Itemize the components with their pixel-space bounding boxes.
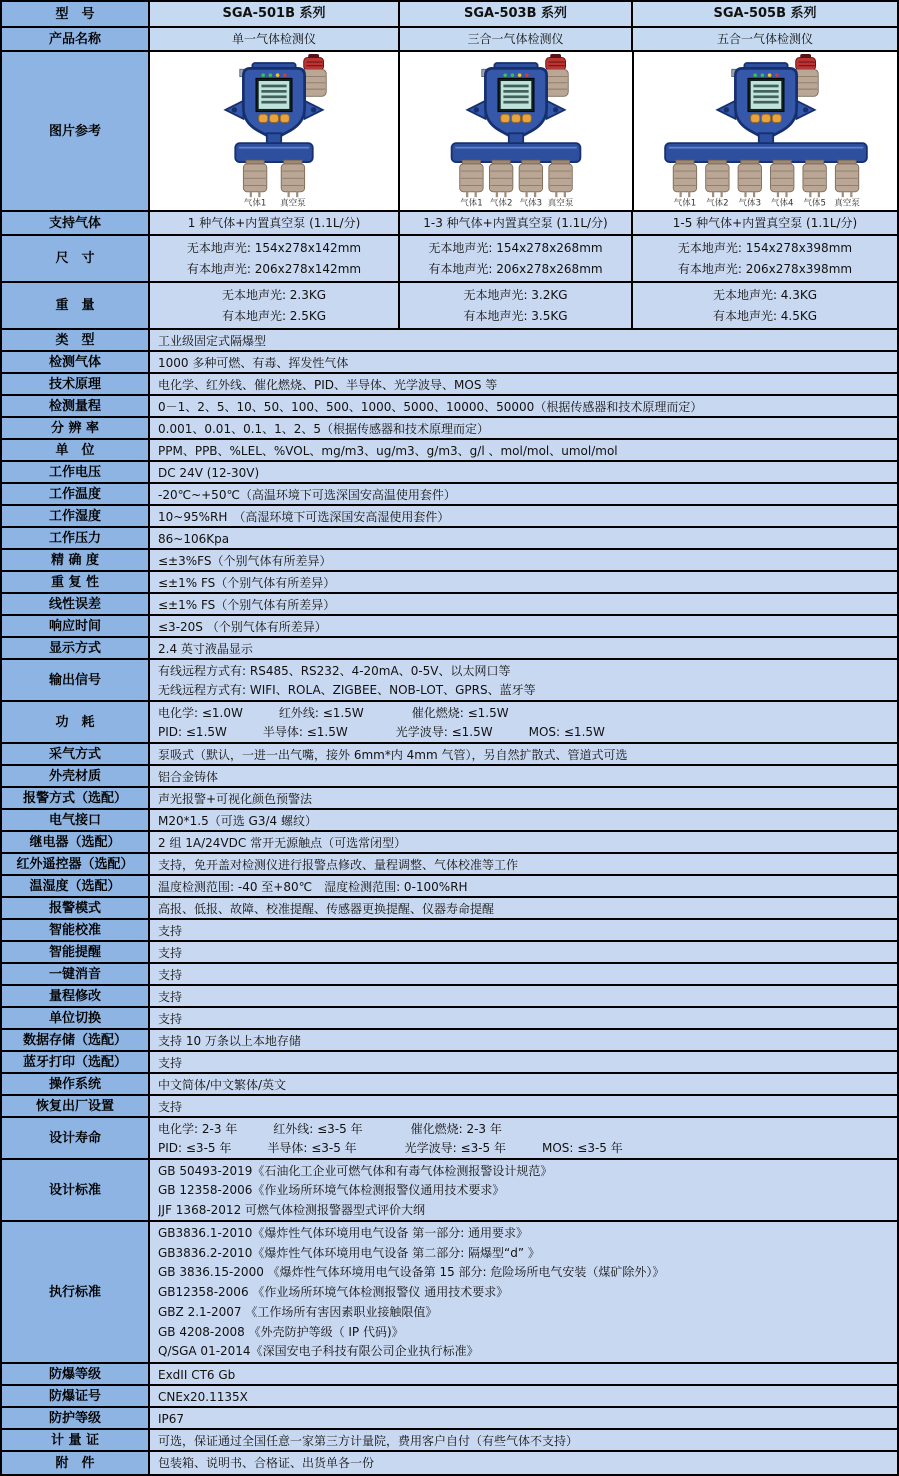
spec-row <box>2 1118 897 1160</box>
spec-value-cell <box>400 236 633 281</box>
row-label: 报警模式 <box>2 898 150 918</box>
spec-value-cell <box>150 638 897 658</box>
sensor-cylinder <box>243 160 266 208</box>
spec-value-cell <box>150 1222 897 1362</box>
spec-value-cell <box>150 1030 897 1050</box>
row-label: 防护等级 <box>2 1408 150 1428</box>
device-button <box>501 114 510 122</box>
row-label: 外壳材质 <box>2 766 150 786</box>
spec-value-cell <box>400 212 633 234</box>
model-name: SGA-503B 系列 <box>463 6 568 21</box>
device-button <box>750 114 759 122</box>
spec-value-cell <box>150 550 897 570</box>
device-button <box>269 114 278 122</box>
product-name <box>400 28 633 50</box>
spec-row <box>2 506 897 528</box>
spec-value-cell <box>150 1452 897 1474</box>
row-label: 图片参考 <box>2 52 150 210</box>
spec-value-cell <box>150 1386 897 1406</box>
row-label: 产品名称 <box>2 28 150 50</box>
spec-row <box>2 766 897 788</box>
spec-row <box>2 616 897 638</box>
spec-row <box>2 330 897 352</box>
spec-value-cell <box>150 1408 897 1428</box>
spec-row <box>2 1364 897 1386</box>
spec-value-line: Q/SGA 01-2014《深国安电子科技有限公司企业执行标准》 <box>158 1344 479 1359</box>
spec-value-line: CNEx20.1135X <box>158 1390 248 1404</box>
spec-value-line: 有本地声光: 206x278x268mm <box>428 262 603 277</box>
row-label: 输出信号 <box>2 660 150 700</box>
spec-value-line: 声光报警+可视化颜色预警法 <box>158 792 313 806</box>
spec-value-line: DC 24V (12-30V) <box>158 466 260 480</box>
led-green <box>503 73 507 77</box>
row-label: 尺 寸 <box>2 236 150 281</box>
spec-value-cell <box>150 744 897 764</box>
product-name <box>150 28 400 50</box>
row-label: 设计寿命 <box>2 1118 150 1158</box>
led-green <box>269 73 273 77</box>
spec-row <box>2 744 897 766</box>
spec-value-line: 0－1、2、5、10、50、100、500、1000、5000、10000、50000（根据传感器和技术原理而定） <box>158 400 703 414</box>
spec-value-line: 1000 多种可燃、有毒、挥发性气体 <box>158 356 349 370</box>
spec-row <box>2 660 897 702</box>
spec-row <box>2 1408 897 1430</box>
device-button <box>511 114 520 122</box>
spec-value-cell <box>150 528 897 548</box>
spec-row <box>2 594 897 616</box>
spec-value-cell <box>150 964 897 984</box>
spec-value-cell <box>150 1008 897 1028</box>
spec-value-cell <box>150 876 897 896</box>
row-label: 类 型 <box>2 330 150 350</box>
row-label: 重 量 <box>2 283 150 328</box>
spec-value-cell <box>150 212 400 234</box>
spec-value-line: 支持 <box>158 1056 183 1070</box>
product-name-row <box>2 28 897 52</box>
spec-row <box>2 1386 897 1408</box>
spec-value-line: GB3836.2-2010《爆炸性气体环境用电气设备 第二部分: 隔爆型“d” 》 <box>158 1245 540 1260</box>
device-button <box>522 114 531 122</box>
triple-spec-row <box>2 236 897 283</box>
spec-row <box>2 462 897 484</box>
sensor-cylinder <box>519 160 542 208</box>
spec-row <box>2 1052 897 1074</box>
spec-row <box>2 1160 897 1222</box>
spec-row <box>2 1452 897 1474</box>
spec-value-cell <box>150 616 897 636</box>
device-button <box>280 114 289 122</box>
manifold-bar <box>665 143 867 162</box>
spec-value-line: 2 组 1A/24VDC 常开无源触点（可选常闭型） <box>158 836 407 850</box>
spec-value-cell <box>150 986 897 1006</box>
spec-row <box>2 440 897 462</box>
spec-value-line: 中文简体/中文繁体/英文 <box>158 1078 287 1092</box>
spec-value-line: 可选，保证通过全国任意一家第三方计量院，费用客户自付（有些气体不支持） <box>158 1434 579 1448</box>
model-name: SGA-501B 系列 <box>222 6 326 21</box>
spec-row <box>2 898 897 920</box>
row-label: 单位切换 <box>2 1008 150 1028</box>
spec-value-cell <box>150 330 897 350</box>
spec-value-line: IP67 <box>158 1412 185 1426</box>
row-label: 防爆证号 <box>2 1386 150 1406</box>
spec-value-line: 铝合金铸体 <box>158 770 219 784</box>
spec-value-line: 支持 <box>158 990 183 1004</box>
spec-row <box>2 832 897 854</box>
row-label: 工作电压 <box>2 462 150 482</box>
spec-value-line: GB 12358-2006《作业场所环境气体检测报警仪通用技术要求》 <box>158 1183 505 1198</box>
sensor-label: 气体2 <box>705 198 729 208</box>
sensor-label: 气体5 <box>802 198 826 208</box>
spec-value-cell <box>150 1074 897 1094</box>
sensor-cylinder <box>460 160 483 208</box>
spec-value-line: GB3836.1-2010《爆炸性气体环境用电气设备 第一部分: 通用要求》 <box>158 1226 529 1240</box>
spec-value-cell <box>150 1096 897 1116</box>
sensor-label: 气体1 <box>673 198 696 208</box>
row-label: 重 复 性 <box>2 572 150 592</box>
spec-value-line: 支持 <box>158 1100 183 1114</box>
spec-value-line: 泵吸式（默认，一进一出气嘴，接外 6mm*内 4mm 气管），另自然扩散式、管道式可选 <box>158 748 628 762</box>
led-red <box>775 73 779 77</box>
row-label: 检测量程 <box>2 396 150 416</box>
gas-detector-illustration <box>158 54 390 208</box>
row-label: 精 确 度 <box>2 550 150 570</box>
spec-value-line: 86~106Kpa <box>158 532 230 546</box>
spec-value-cell <box>150 1118 897 1158</box>
spec-value-line: GBZ 2.1-2007 《工作场所有害因素职业接触限值》 <box>158 1304 438 1319</box>
device-button <box>259 114 268 122</box>
row-label: 工作湿度 <box>2 506 150 526</box>
led-green <box>261 73 265 77</box>
spec-row <box>2 352 897 374</box>
spec-value-line: 无线远程方式有: WIFI、ROLA、ZIGBEE、NOB-LOT、GPRS、蓝牙等 <box>158 683 536 697</box>
spec-value-line: 温度检测范围: -40 至+80℃ 湿度检测范围: 0-100%RH <box>158 880 468 894</box>
row-label: 智能校准 <box>2 920 150 940</box>
spec-value-cell <box>150 283 400 328</box>
spec-row <box>2 396 897 418</box>
spec-value-line: 1-5 种气体+内置真空泵 (1.1L/分) <box>672 216 858 230</box>
row-label: 操作系统 <box>2 1074 150 1094</box>
row-label: 智能提醒 <box>2 942 150 962</box>
spec-value-cell <box>150 440 897 460</box>
sensor-cylinder <box>802 160 825 208</box>
row-label: 附 件 <box>2 1452 150 1474</box>
sensor-cylinder <box>489 160 512 208</box>
led-yellow <box>276 73 280 77</box>
spec-value-cell <box>633 236 897 281</box>
spec-value-line: 电化学、红外线、催化燃烧、PID、半导体、光学波导、MOS 等 <box>158 378 498 392</box>
row-label: 检测气体 <box>2 352 150 372</box>
spec-row <box>2 484 897 506</box>
spec-value-line: 无本地声光: 154x278x142mm <box>186 240 362 255</box>
spec-value-line: 0.001、0.01、0.1、1、2、5（根据传感器和技术原理而定） <box>158 422 490 436</box>
sensor-label: 气体4 <box>770 198 793 208</box>
spec-value-line: 支持 <box>158 968 183 982</box>
spec-value-line: 有本地声光: 206x278x142mm <box>186 262 362 277</box>
spec-value-cell <box>150 418 897 438</box>
sensor-label: 气体3 <box>738 198 761 208</box>
spec-value-cell <box>150 396 897 416</box>
gas-detector-illustration <box>650 54 882 208</box>
spec-row <box>2 550 897 572</box>
row-label: 工作压力 <box>2 528 150 548</box>
sensor-cylinder <box>280 160 306 208</box>
row-label: 电气接口 <box>2 810 150 830</box>
spec-value-line: PID: ≤3-5 年 半导体: ≤3-5 年 光学波导: ≤3-5 年 MOS: ≤3-5 年 <box>158 1141 623 1155</box>
spec-row <box>2 788 897 810</box>
led-red <box>525 73 529 77</box>
sensor-label: 真空泵 <box>280 198 306 208</box>
spec-value-line: 支持 10 万条以上本地存储 <box>158 1034 301 1048</box>
row-label: 采气方式 <box>2 744 150 764</box>
spec-value-cell <box>150 788 897 808</box>
model-header <box>633 2 897 26</box>
row-label: 显示方式 <box>2 638 150 658</box>
spec-value-cell <box>400 283 633 328</box>
spec-value-cell <box>150 854 897 874</box>
spec-value-cell <box>150 898 897 918</box>
spec-row <box>2 1222 897 1364</box>
spec-value-line: 1 种气体+内置真空泵 (1.1L/分) <box>187 216 361 230</box>
led-green <box>511 73 515 77</box>
spec-value-cell <box>150 1364 897 1384</box>
row-label: 执行标准 <box>2 1222 150 1362</box>
spec-value-line: 无本地声光: 154x278x268mm <box>428 240 603 255</box>
row-label: 蓝牙打印（选配） <box>2 1052 150 1072</box>
row-label: 单 位 <box>2 440 150 460</box>
row-label: 一键消音 <box>2 964 150 984</box>
spec-value-line: 支持 <box>158 924 183 938</box>
row-label: 响应时间 <box>2 616 150 636</box>
row-label: 技术原理 <box>2 374 150 394</box>
product-name-text: 五合一气体检测仪 <box>716 32 813 46</box>
row-label: 数据存储（选配） <box>2 1030 150 1050</box>
spec-value-line: 2.4 英寸液晶显示 <box>158 642 253 656</box>
spec-row <box>2 418 897 440</box>
row-label: 支持气体 <box>2 212 150 234</box>
spec-row <box>2 1030 897 1052</box>
row-label: 继电器（选配） <box>2 832 150 852</box>
sensor-label: 真空泵 <box>833 198 860 208</box>
spec-value-line: 支持 <box>158 946 183 960</box>
spec-value-cell <box>150 766 897 786</box>
spec-value-line: 有本地声光: 2.5KG <box>221 309 327 324</box>
device-button <box>772 114 781 122</box>
spec-value-line: ≤±3%FS（个别气体有所差异） <box>158 554 332 568</box>
spec-value-line: 有线远程方式有: RS485、RS232、4-20mA、0-5V、以太网口等 <box>158 664 511 678</box>
led-green <box>760 73 764 77</box>
manifold-bar <box>235 143 312 162</box>
spec-value-cell <box>150 236 400 281</box>
spec-value-line: 电化学: ≤1.0W 红外线: ≤1.5W 催化燃烧: ≤1.5W <box>158 706 509 720</box>
spec-value-line: PID: ≤1.5W 半导体: ≤1.5W 光学波导: ≤1.5W MOS: ≤1.5W <box>158 725 605 739</box>
spec-value-line: ≤3-20S （个别气体有所差异） <box>158 620 327 634</box>
spec-value-line: 有本地声光: 4.5KG <box>712 309 818 324</box>
spec-value-line: -20℃~+50℃（高温环境下可选深国安高温使用套件） <box>158 488 456 502</box>
led-yellow <box>518 73 522 77</box>
spec-value-line: 无本地声光: 3.2KG <box>463 287 568 302</box>
spec-value-line: 支持 <box>158 1012 183 1026</box>
row-label: 分 辨 率 <box>2 418 150 438</box>
row-label: 型 号 <box>2 2 150 26</box>
spec-value-cell <box>633 283 897 328</box>
spec-value-line: 有本地声光: 206x278x398mm <box>677 262 853 277</box>
sensor-cylinder <box>738 160 761 208</box>
triple-spec-row <box>2 212 897 236</box>
spec-value-cell <box>150 374 897 394</box>
spec-row <box>2 854 897 876</box>
spec-value-cell <box>150 920 897 940</box>
spec-value-cell <box>150 1052 897 1072</box>
product-name-text: 三合一气体检测仪 <box>467 32 564 46</box>
spec-value-line: ≤±1% FS（个别气体有所差异） <box>158 576 336 590</box>
spec-value-line: GB 3836.15-2000 《爆炸性气体环境用电气设备第 15 部分: 危险场所电气安装（煤矿除外）》 <box>158 1265 665 1280</box>
sensor-label: 气体3 <box>519 198 543 208</box>
spec-row <box>2 702 897 744</box>
row-label: 量程修改 <box>2 986 150 1006</box>
spec-value-cell <box>150 594 897 614</box>
led-yellow <box>767 73 771 77</box>
product-image-cell <box>634 52 897 210</box>
spec-row <box>2 942 897 964</box>
product-image-cell <box>400 52 634 210</box>
spec-value-line: 高报、低报、故障、校准提醒、传感器更换提醒、仪器寿命提醒 <box>158 902 495 916</box>
spec-value-cell <box>150 1430 897 1450</box>
sensor-label: 气体1 <box>460 198 483 208</box>
sensor-cylinder <box>548 160 574 208</box>
spec-value-cell <box>150 462 897 482</box>
spec-value-cell <box>150 506 897 526</box>
image-reference-row <box>2 52 897 212</box>
spec-value-line: 无本地声光: 2.3KG <box>221 287 327 302</box>
gas-detector-illustration <box>400 54 632 208</box>
spec-value-line: 电化学: 2-3 年 红外线: ≤3-5 年 催化燃烧: 2-3 年 <box>158 1122 502 1136</box>
triple-spec-row <box>2 283 897 330</box>
spec-value-cell <box>150 810 897 830</box>
spec-value-line: M20*1.5（可选 G3/4 螺纹） <box>158 814 317 828</box>
model-header-row <box>2 2 897 28</box>
spec-value-cell <box>150 702 897 742</box>
spec-value-cell <box>150 660 897 700</box>
device-button <box>761 114 770 122</box>
spec-value-line: PPM、PPB、%LEL、%VOL、mg/m3、ug/m3、g/m3、g/l 、mol/mol、umol/mol <box>158 444 618 458</box>
spec-value-line: 包装箱、说明书、合格证、出货单各一份 <box>158 1456 375 1470</box>
manifold-bar <box>452 143 581 162</box>
spec-value-cell <box>150 832 897 852</box>
sensor-cylinder <box>834 160 860 208</box>
spec-value-cell <box>633 212 897 234</box>
sensor-label: 真空泵 <box>547 198 574 208</box>
spec-row <box>2 876 897 898</box>
product-name <box>633 28 897 50</box>
spec-value-cell <box>150 942 897 962</box>
spec-value-line: 1-3 种气体+内置真空泵 (1.1L/分) <box>423 216 608 230</box>
led-green <box>753 73 757 77</box>
product-name-text: 单一气体检测仪 <box>231 32 316 46</box>
spec-row <box>2 986 897 1008</box>
sensor-cylinder <box>705 160 728 208</box>
sensor-label: 气体1 <box>243 198 267 208</box>
spec-row <box>2 374 897 396</box>
model-header <box>150 2 400 26</box>
spec-row <box>2 1430 897 1452</box>
spec-row <box>2 920 897 942</box>
sensor-label: 气体2 <box>489 198 513 208</box>
spec-row <box>2 638 897 660</box>
spec-value-line: GB12358-2006 《作业场所环境气体检测报警仪 通用技术要求》 <box>158 1285 509 1300</box>
spec-value-line: GB 50493-2019《石油化工企业可燃气体和有毒气体检测报警设计规范》 <box>158 1164 553 1178</box>
row-label: 计 量 证 <box>2 1430 150 1450</box>
spec-value-line: JJF 1368-2012 可燃气体检测报警器型式评价大纲 <box>158 1202 426 1217</box>
spec-value-line: GB 4208-2008 《外壳防护等级（ IP 代码)》 <box>158 1324 404 1339</box>
model-header <box>400 2 633 26</box>
sensor-cylinder <box>673 160 696 208</box>
sensor-cylinder <box>770 160 793 208</box>
spec-value-line: 10~95%RH （高湿环境下可选深国安高湿使用套件） <box>158 510 450 524</box>
spec-value-line: 有本地声光: 3.5KG <box>463 309 568 324</box>
spec-value-line: 工业级固定式隔爆型 <box>158 334 267 348</box>
spec-value-cell <box>150 484 897 504</box>
row-label: 功 耗 <box>2 702 150 742</box>
spec-value-line: 无本地声光: 4.3KG <box>712 287 818 302</box>
row-label: 设计标准 <box>2 1160 150 1220</box>
spec-row <box>2 572 897 594</box>
spec-row <box>2 964 897 986</box>
spec-value-line: ExdII CT6 Gb <box>158 1368 236 1382</box>
spec-row <box>2 1074 897 1096</box>
row-label: 红外遥控器（选配） <box>2 854 150 874</box>
model-name: SGA-505B 系列 <box>713 6 817 21</box>
spec-value-cell <box>150 352 897 372</box>
spec-row <box>2 528 897 550</box>
row-label: 报警方式（选配） <box>2 788 150 808</box>
row-label: 线性误差 <box>2 594 150 614</box>
spec-value-line: 支持，免开盖对检测仪进行报警点修改、量程调整、气体校准等工作 <box>158 858 519 872</box>
spec-row <box>2 1096 897 1118</box>
spec-value-line: 无本地声光: 154x278x398mm <box>677 240 853 255</box>
row-label: 防爆等级 <box>2 1364 150 1384</box>
row-label: 恢复出厂设置 <box>2 1096 150 1116</box>
spec-row <box>2 810 897 832</box>
spec-row <box>2 1008 897 1030</box>
row-label: 工作温度 <box>2 484 150 504</box>
spec-value-line: ≤±1% FS（个别气体有所差异） <box>158 598 336 612</box>
row-label: 温湿度（选配） <box>2 876 150 896</box>
product-image-cell <box>150 52 400 210</box>
spec-value-cell <box>150 1160 897 1220</box>
spec-value-cell <box>150 572 897 592</box>
led-red <box>283 73 287 77</box>
